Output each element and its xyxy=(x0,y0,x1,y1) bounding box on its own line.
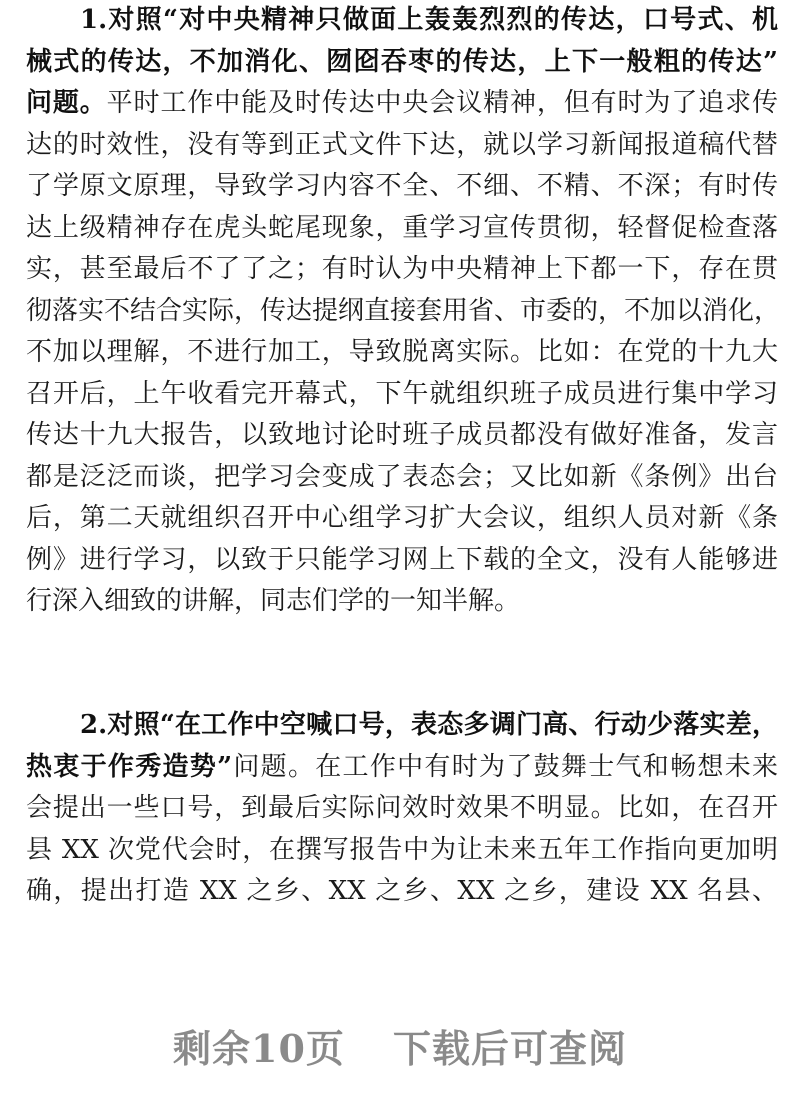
line-text: 达的时效性，没有等到正式文件下达，就以学习新闻报道稿代替 xyxy=(26,129,778,160)
paragraph-line xyxy=(26,249,778,291)
paragraph-line xyxy=(26,788,778,830)
paragraph-line xyxy=(26,581,778,623)
paragraph-line xyxy=(26,415,778,457)
line-text: 例》进行学习，以致于只能学习网上下载的全文，没有人能够进 xyxy=(26,544,778,575)
line-text: 行深入细致的讲解，同志们学的一知半解。 xyxy=(26,586,521,616)
line-text: 了学原文原理，导致学习内容不全、不细、不精、不深；有时传 xyxy=(26,171,778,201)
paragraph-2 xyxy=(26,705,778,913)
line-text: 达上级精神存在虎头蛇尾现象，重学习宣传贯彻，轻督促检查落 xyxy=(26,212,778,243)
paragraph-line xyxy=(26,705,778,747)
line-text: 实，甚至最后不了了之；有时认为中央精神上下都一下，存在贯 xyxy=(26,254,778,284)
download-prompt-banner[interactable] xyxy=(0,1018,800,1073)
paragraph-line xyxy=(26,83,778,125)
paragraph-line xyxy=(26,125,778,167)
paragraph-line xyxy=(26,498,778,540)
paragraph-line xyxy=(26,332,778,374)
remaining-pages-label: 剩余10页 xyxy=(173,1026,345,1071)
line-text: 传达十九大报告，以致地讨论时班子成员都没有做好准备，发言 xyxy=(26,420,778,450)
line-bold-text: 问题。 xyxy=(26,88,107,118)
line-bold-text: 1.对照“对中央精神只做面上轰轰烈烈的传达，口号式、机 xyxy=(80,5,778,35)
paragraph-line xyxy=(26,42,778,84)
paragraph-line xyxy=(26,540,778,582)
line-text: 会提出一些口号，到最后实际问效时效果不明显。比如，在召开 xyxy=(26,793,778,823)
line-bold-text: 械式的传达，不加消化、囫囵吞枣的传达，上下一般粗的传达” xyxy=(26,46,778,77)
download-to-view-label[interactable]: 下载后可查阅 xyxy=(392,1026,627,1071)
paragraph-line xyxy=(26,291,781,333)
line-text: 平时工作中能及时传达中央会议精神，但有时为了追求传 xyxy=(106,88,778,118)
line-text: 都是泛泛而谈，把学习会变成了表态会；又比如新《条例》出台 xyxy=(26,461,778,492)
paragraph-line xyxy=(26,457,778,499)
line-text: 问题。在工作中有时为了鼓舞士气和畅想未来 xyxy=(232,751,778,782)
line-bold-text: 2.对照“在工作中空喊口号，表态多调门高、行动少落实差， xyxy=(80,710,778,740)
paragraph-line xyxy=(26,208,778,250)
line-text: 不加以理解，不进行加工，导致脱离实际。比如：在党的十九大 xyxy=(26,337,778,367)
line-text: 召开后，上午收看完开幕式，下午就组织班子成员进行集中学习 xyxy=(26,378,778,409)
paragraph-line xyxy=(26,871,778,913)
paragraph-line xyxy=(26,374,778,416)
paragraph-line xyxy=(26,0,778,42)
line-text: 确，提出打造 XX 之乡、XX 之乡、XX 之乡，建设 XX 名县、 xyxy=(26,876,778,906)
paragraph-line xyxy=(26,830,778,872)
line-text: 后，第二天就组织召开中心组学习扩大会议，组织人员对新《条 xyxy=(26,503,778,533)
paragraph-1 xyxy=(26,0,781,623)
paragraph-line xyxy=(26,166,778,208)
line-text: 县 XX 次党代会时，在撰写报告中为让未来五年工作指向更加明 xyxy=(26,834,778,865)
line-bold-text: 热衷于作秀造势” xyxy=(26,751,233,782)
line-text: 彻落实不结合实际，传达提纲直接套用省、市委的，不加以消化， xyxy=(26,295,781,326)
paragraph-line xyxy=(26,747,778,789)
